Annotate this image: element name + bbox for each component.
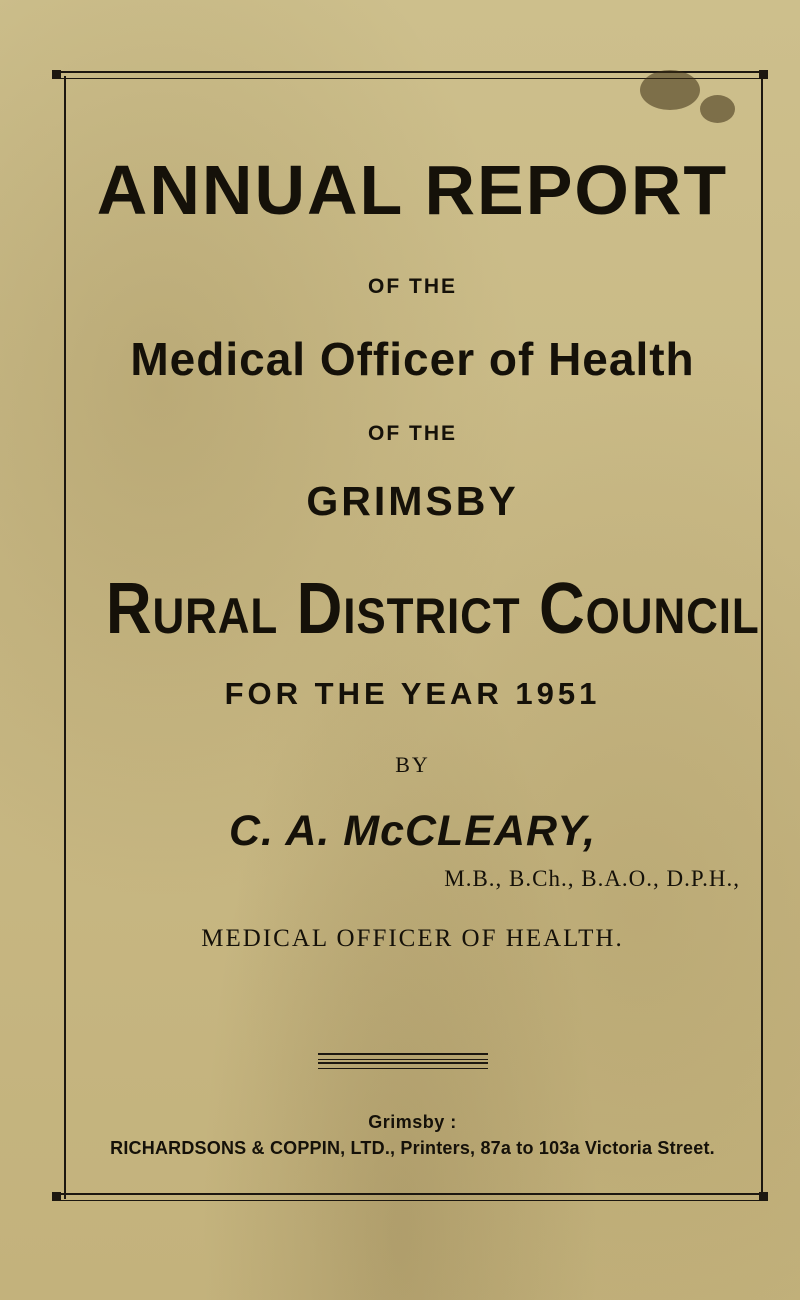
by-label: BY: [395, 752, 430, 777]
divider-rule: [318, 1053, 488, 1060]
report-title: ANNUAL REPORT: [96, 151, 729, 229]
of-the-label: OF THE: [368, 275, 457, 298]
report-year: FOR THE YEAR 1951: [224, 676, 601, 711]
corner-ornament: [759, 70, 768, 79]
imprint-printer: RICHARDSONS & COPPIN, LTD., Printers, 87a to 103a Victoria Street.: [110, 1138, 715, 1158]
corner-ornament: [52, 1192, 61, 1201]
council-name: Rural District Council: [105, 569, 760, 649]
author-degrees: M.B., B.Ch., B.A.O., D.P.H.,: [444, 866, 740, 891]
divider-rule: [318, 1062, 488, 1069]
of-the-label: OF THE: [368, 422, 457, 445]
report-subtitle: Medical Officer of Health: [130, 333, 695, 385]
place-name: GRIMSBY: [306, 478, 519, 524]
corner-ornament: [759, 1192, 768, 1201]
author-role: MEDICAL OFFICER OF HEALTH.: [201, 925, 624, 952]
ink-smudge: [700, 95, 735, 123]
corner-ornament: [52, 70, 61, 79]
imprint-place: Grimsby :: [368, 1112, 457, 1132]
author-name: C. A. McCLEARY,: [228, 807, 597, 855]
bottom-double-rule: [56, 1193, 765, 1201]
ink-smudge: [640, 70, 700, 110]
